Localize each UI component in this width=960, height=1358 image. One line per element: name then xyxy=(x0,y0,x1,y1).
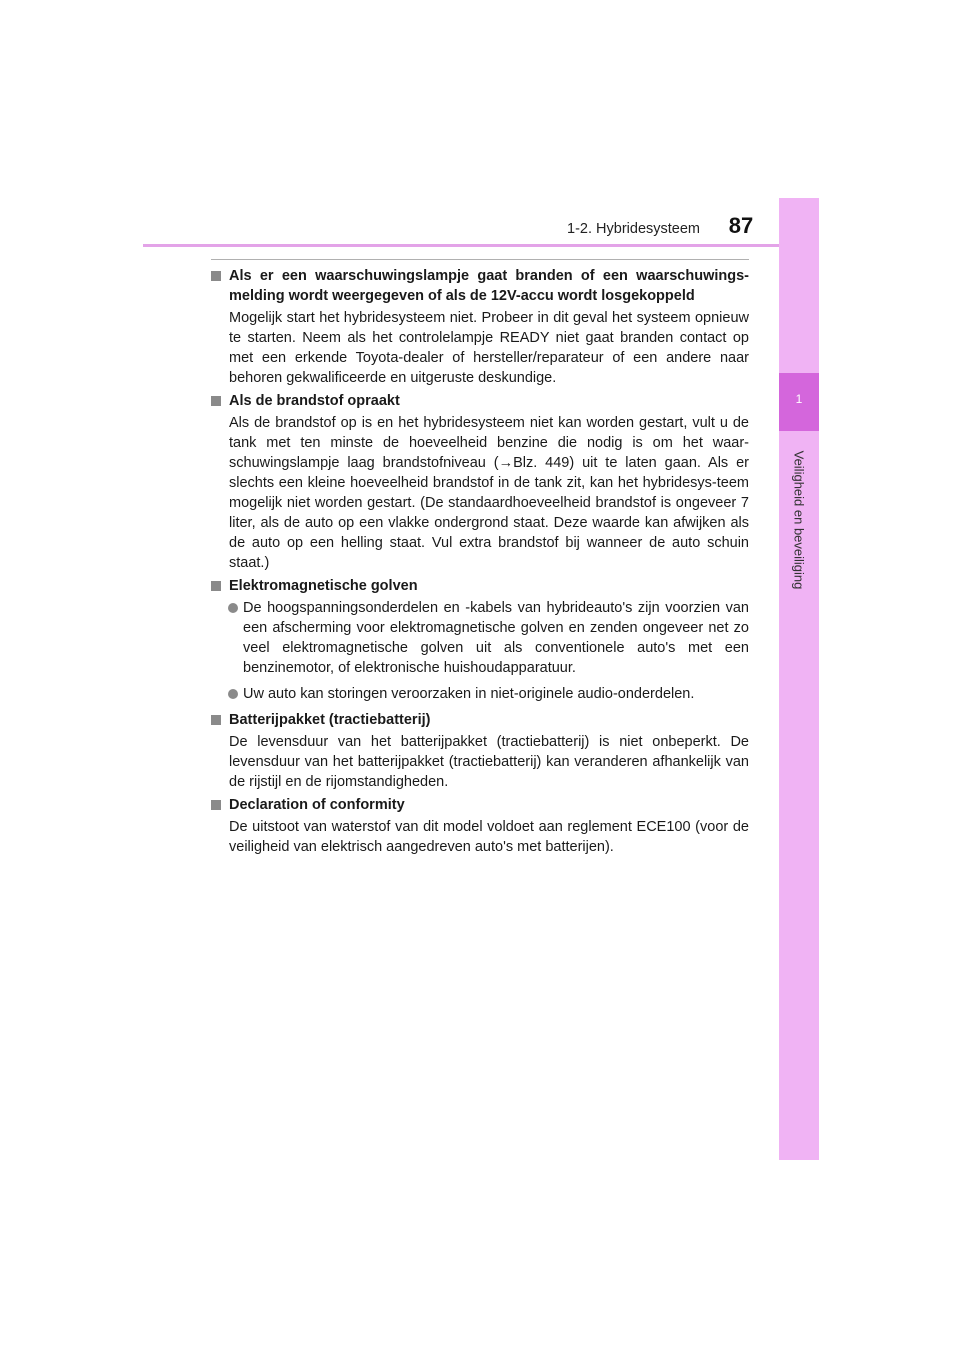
section-declaration-of-conformity xyxy=(211,795,749,857)
section-body: De levensduur van het batterijpakket (tractiebatterij) is niet onbeperkt. De levensduur van het batterijpakket (tractiebatterij) kan veranderen afhankelijk van de rijstijl en de rijomstandigheden. xyxy=(229,734,749,790)
square-bullet-icon xyxy=(211,581,221,591)
section-heading: Als er een waarschuwingslampje gaat branden of een waarschuwings-melding wordt weergegeven of als de 12V-accu wordt losgekoppeld xyxy=(211,266,749,306)
page-number: 87 xyxy=(728,213,754,238)
list-item: Uw auto kan storingen veroorzaken in niet-originele audio-onderdelen. xyxy=(211,684,749,704)
round-bullet-icon xyxy=(228,689,238,699)
section-label: 1-2. Hybridesysteem xyxy=(567,221,700,237)
content-top-rule xyxy=(211,259,749,260)
section-body: Als de brandstof op is en het hybridesysteem niet kan worden gestart, vult u de tank met ten minste de hoeveelheid benzine die nodig is om het waar-schuwingslampje laag brandstofniveau (→Blz. 449) uit te laten gaan. Als er slechts een kleine hoeveelheid brandstof in de tank zit, kan het hybridesys-teem mogelijk niet worden gestart. (De standaardhoeveelheid brandstof is ongeveer 7 liter, als de auto op een vlakke ondergrond staat. Deze waarde kan afwijken als de auto op een helling staat. Vul extra brandstof bij wanneer de auto schuin staat.) xyxy=(229,415,749,571)
section-body: De uitstoot van waterstof van dit model voldoet aan reglement ECE100 (voor de veiligheid van elektrisch aangedreven auto's met batterijen). xyxy=(229,819,749,855)
section-body: Mogelijk start het hybridesysteem niet. Probeer in dit geval het systeem opnieuw te starten. Neem als het controlelampje READY niet gaat branden contact op met een erkende Toyota-dealer of hersteller/reparateur of een andere naar behoren gekwalificeerde en uitgeruste deskundige. xyxy=(229,310,749,386)
section-fuel-runs-out xyxy=(211,391,749,573)
section-heading: Declaration of conformity xyxy=(211,795,749,815)
section-heading: Als de brandstof opraakt xyxy=(211,391,749,411)
section-battery-pack xyxy=(211,710,749,792)
section-warning-light xyxy=(211,266,749,388)
page-content xyxy=(211,259,749,860)
chapter-side-tab xyxy=(779,198,819,1160)
square-bullet-icon xyxy=(211,271,221,281)
list-item: De hoogspanningsonderdelen en -kabels van hybrideauto's zijn voorzien van een afscherming voor elektromagnetische golven en zenden ongeveer net zo veel elektromagnetische golven uit als conventionele auto's met een benzinemotor, of elektronische huishoudapparatuur. xyxy=(211,598,749,678)
header-rule xyxy=(143,244,819,247)
chapter-title: Veiligheid en beveiliging xyxy=(791,450,807,590)
section-electromagnetic-waves xyxy=(211,576,749,704)
square-bullet-icon xyxy=(211,396,221,406)
square-bullet-icon xyxy=(211,800,221,810)
square-bullet-icon xyxy=(211,715,221,725)
section-heading: Batterijpakket (tractiebatterij) xyxy=(211,710,749,730)
round-bullet-icon xyxy=(228,603,238,613)
section-heading: Elektromagnetische golven xyxy=(211,576,749,596)
chapter-number: 1 xyxy=(795,392,803,406)
